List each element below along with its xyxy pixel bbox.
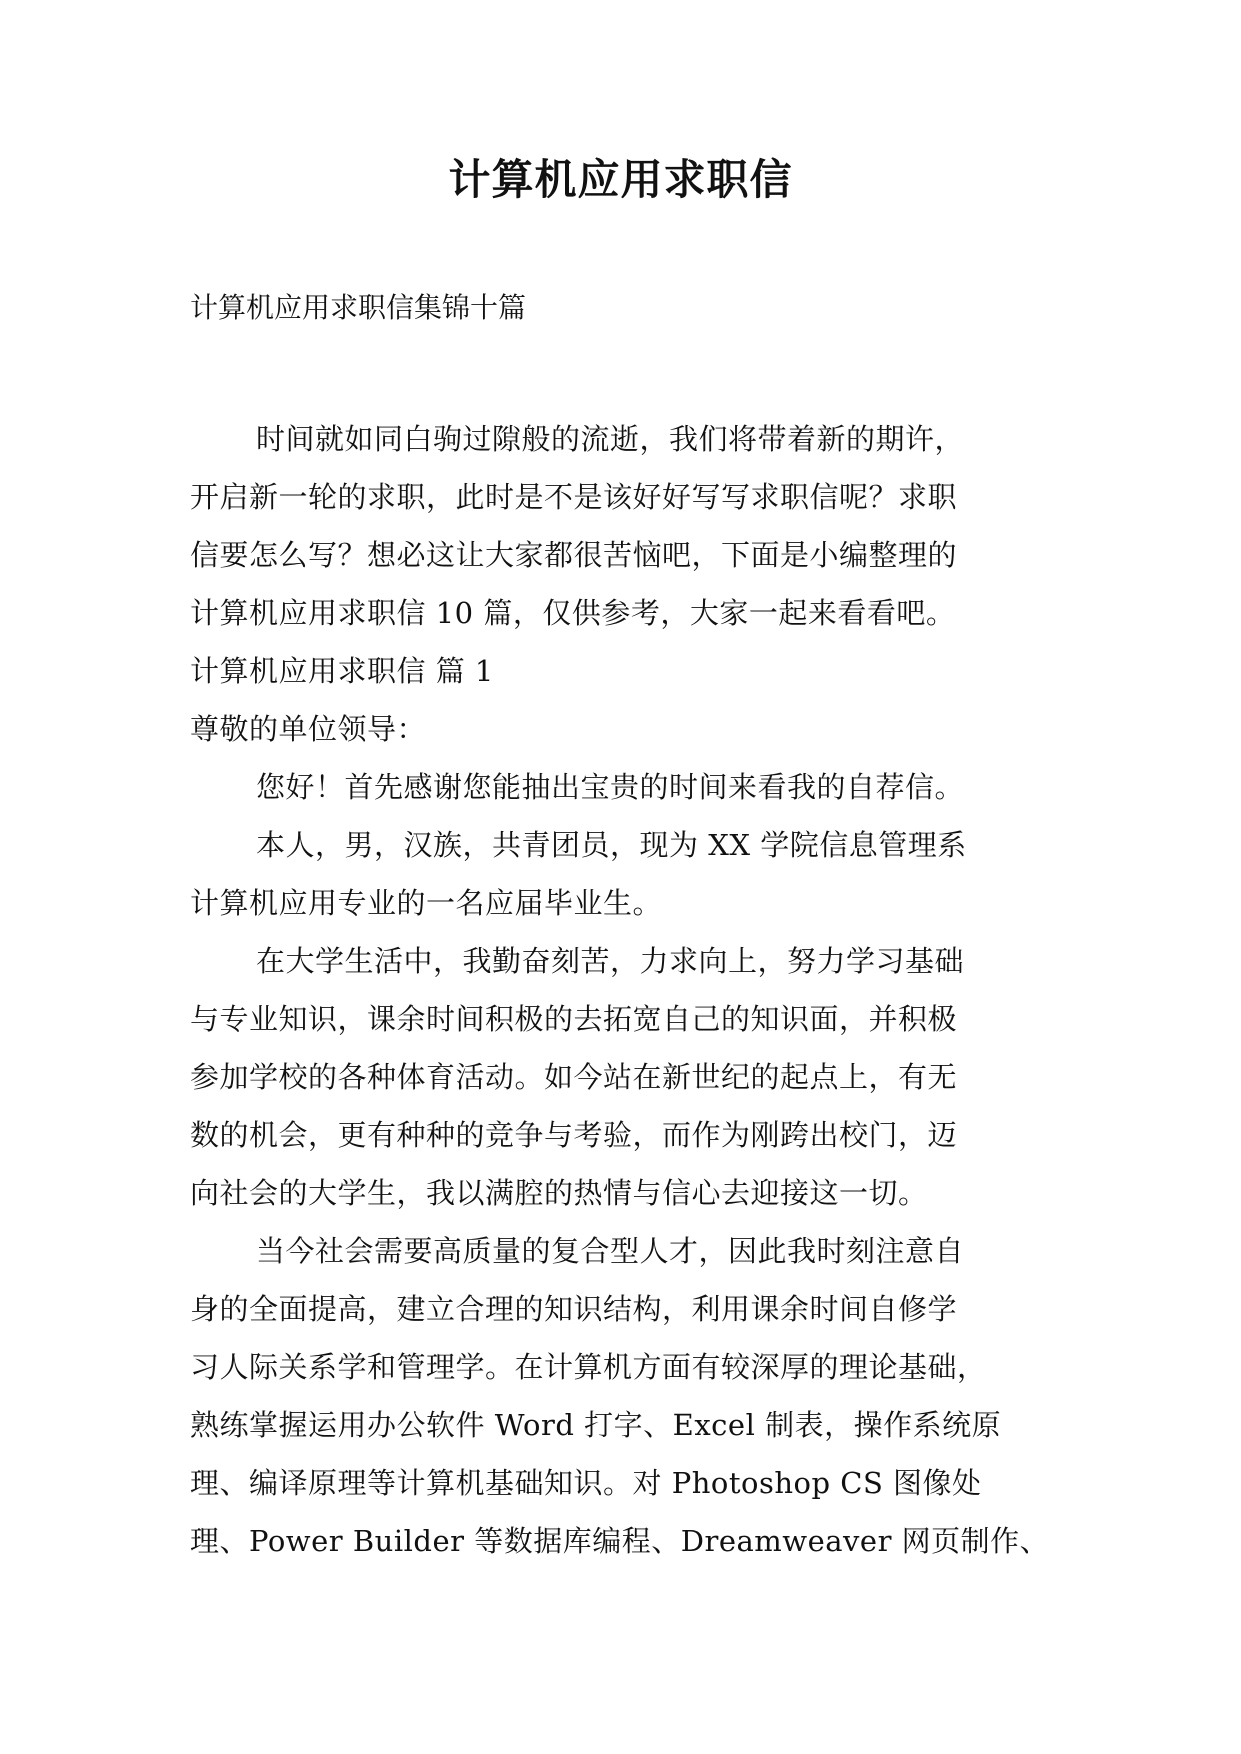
body-line: 本人，男，汉族，共青团员，现为 XX 学院信息管理系: [256, 828, 967, 862]
document-subtitle: 计算机应用求职信集锦十篇: [190, 291, 527, 324]
document-title: 计算机应用求职信: [448, 155, 793, 204]
body-line: 在大学生活中，我勤奋刻苦，力求向上，努力学习基础: [256, 944, 965, 978]
body-line: 与专业知识，课余时间积极的去拓宽自己的知识面，并积极: [190, 1002, 958, 1036]
body-line: 当今社会需要高质量的复合型人才，因此我时刻注意自: [256, 1234, 965, 1268]
body-line: 身的全面提高，建立合理的知识结构，利用课余时间自修学: [190, 1292, 958, 1326]
body-line: 熟练掌握运用办公软件 Word 打字、Excel 制表，操作系统原: [190, 1408, 1002, 1442]
section-heading: 计算机应用求职信 篇 1: [190, 654, 494, 688]
body-line: 信要怎么写？想必这让大家都很苦恼吧，下面是小编整理的: [190, 538, 958, 572]
body-line: 向社会的大学生，我以满腔的热情与信心去迎接这一切。: [190, 1176, 928, 1210]
document-body: [190, 410, 1070, 1570]
body-line: 理、编译原理等计算机基础知识。对 Photoshop CS 图像处: [190, 1466, 982, 1500]
body-line: 参加学校的各种体育活动。如今站在新世纪的起点上，有无: [190, 1060, 958, 1094]
salutation: 尊敬的单位领导：: [190, 712, 427, 746]
body-line: 开启新一轮的求职，此时是不是该好好写写求职信呢？求职: [190, 480, 958, 514]
body-line: 时间就如同白驹过隙般的流逝，我们将带着新的期许，: [256, 422, 965, 456]
body-line: 您好！首先感谢您能抽出宝贵的时间来看我的自荐信。: [256, 770, 965, 804]
body-line: 数的机会，更有种种的竞争与考验，而作为刚跨出校门，迈: [190, 1118, 958, 1152]
body-line: 习人际关系学和管理学。在计算机方面有较深厚的理论基础，: [190, 1350, 987, 1384]
body-line: 计算机应用求职信 10 篇，仅供参考，大家一起来看看吧。: [190, 596, 956, 630]
body-line: 计算机应用专业的一名应届毕业生。: [190, 886, 663, 920]
body-line: 理、Power Builder 等数据库编程、Dreamweaver 网页制作、: [190, 1524, 1050, 1558]
